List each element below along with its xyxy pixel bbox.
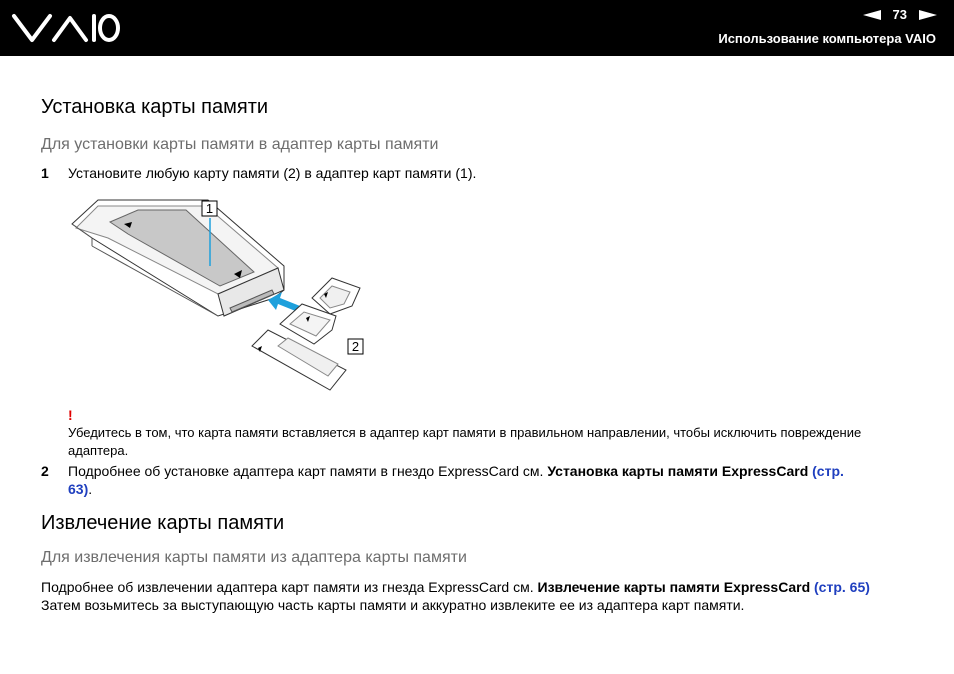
memory-stick [252, 330, 346, 390]
page-header [0, 0, 954, 56]
step-text-plain: Подробнее об установке адаптера карт памяти в гнездо ExpressCard см. [68, 463, 544, 479]
remove-instructions [41, 578, 871, 614]
memory-card-illustration [68, 194, 368, 409]
section-heading-remove: Извлечение карты памяти [41, 512, 285, 534]
warning-icon: ! [68, 407, 73, 423]
subheading-install: Для установки карты памяти в адаптер карты памяти [41, 136, 439, 153]
page-navigation [863, 7, 937, 22]
previous-page-icon[interactable] [863, 10, 881, 20]
step-number: 2 [41, 463, 49, 479]
memory-card [312, 278, 360, 314]
callout-label-2: 2 [351, 339, 360, 354]
callout-label-1: 1 [205, 201, 214, 216]
section-heading-install: Установка карты памяти [41, 96, 269, 118]
header-title: Использование компьютера VAIO [718, 31, 936, 46]
step-text: Установите любую карту памяти (2) в адаптер карт памяти (1). [68, 165, 477, 181]
step-text-bold: Установка карты памяти ExpressCard [547, 463, 809, 479]
step-text-end: . [88, 481, 93, 497]
para-text: Подробнее об извлечении адаптера карт памяти из гнезда ExpressCard см. [41, 579, 534, 595]
vaio-logo [10, 10, 122, 46]
step-number: 1 [41, 165, 49, 181]
para-rest: Затем возьмитесь за выступающую часть карты памяти и аккуратно извлеките ее из адаптера карт памяти. [41, 597, 745, 613]
expresscard-adapter [72, 200, 284, 316]
step-1 [41, 164, 891, 182]
warning-text: Убедитесь в том, что карта памяти вставляется в адаптер карт памяти в правильном направлении, чтобы исключить повреждение адаптера. [68, 425, 862, 458]
page-number: 73 [892, 7, 907, 22]
step-text [68, 462, 858, 498]
page-link-63[interactable]: (стр. 63) [68, 463, 844, 497]
page-link-65[interactable]: (стр. 65) [814, 579, 870, 595]
para-bold: Извлечение карты памяти ExpressCard [537, 579, 811, 595]
subheading-remove: Для извлечения карты памяти из адаптера карты памяти [41, 549, 467, 566]
step-2 [41, 462, 891, 498]
warning-note [68, 406, 898, 460]
next-page-icon[interactable] [919, 10, 937, 20]
